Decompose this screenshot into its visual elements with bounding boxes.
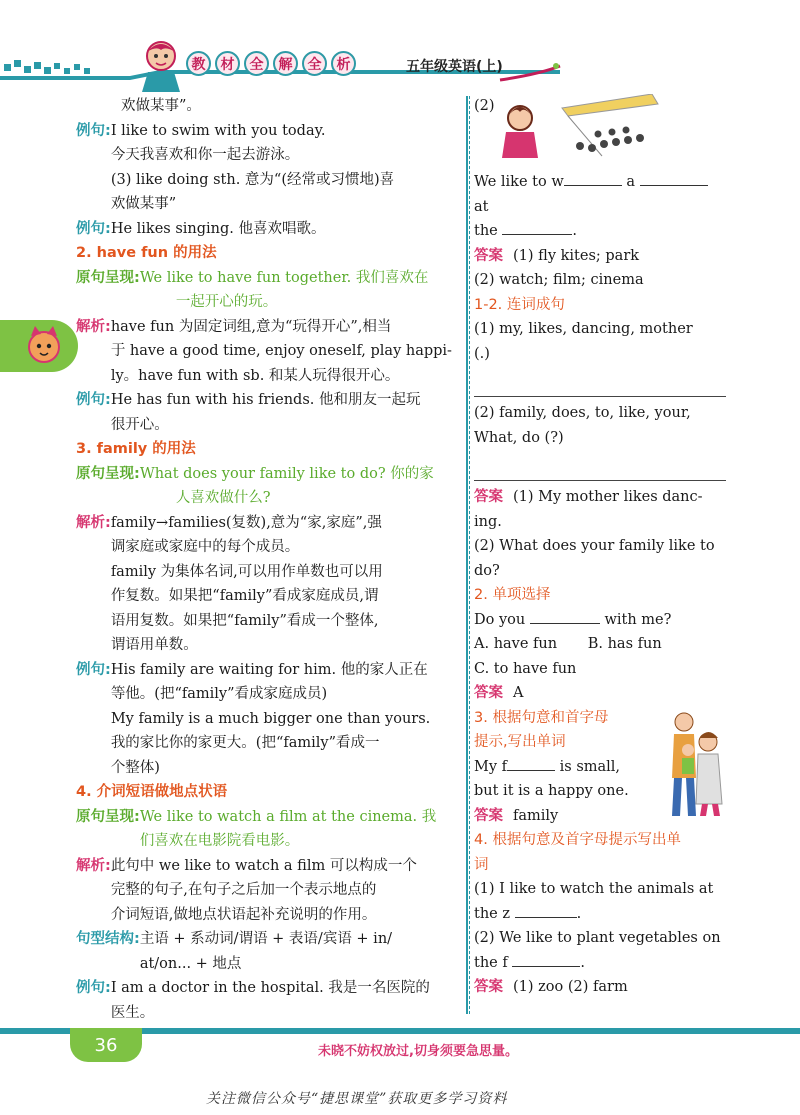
analysis-text: ly。have fun with sb. 和某人玩得很开心。: [110, 367, 400, 384]
answer-blank[interactable]: [640, 171, 708, 186]
question-text: at: [474, 198, 489, 215]
example-text: 等他。(把“family”看成家庭成员): [110, 686, 328, 702]
question-text: (.): [474, 345, 490, 362]
original-text: What does your family like to do? 你的家: [139, 465, 434, 482]
example-block: [76, 388, 458, 437]
question-line: [474, 951, 726, 976]
original-text: We like to have fun together. 我们喜欢在: [139, 269, 429, 286]
answer-line: [474, 485, 726, 510]
title-char: 材: [215, 51, 240, 76]
section-title: 4. 介词短语做地点状语: [76, 784, 228, 800]
example-label: 例句:: [76, 661, 111, 678]
side-tab: [0, 320, 78, 372]
analysis-block: [76, 854, 458, 928]
analysis-label: 解析:: [76, 318, 111, 335]
analysis-text: have fun 为固定词组,意为“玩得开心”,相当: [110, 318, 392, 335]
section-title: 1-2. 连词成句: [474, 296, 565, 313]
option-c[interactable]: C. to have fun: [474, 660, 577, 677]
title-char: 解: [273, 51, 298, 76]
answer-label: 答案: [474, 247, 503, 264]
text-line: 欢做某事”。: [121, 98, 201, 114]
section-title: 2. have fun 的用法: [76, 245, 217, 261]
section-title: 4. 根据句意及首字母提示写出单: [474, 832, 681, 848]
example-text: I am a doctor in the hospital. 我是一名医院的: [110, 980, 430, 996]
example-label: 例句:: [76, 392, 111, 408]
analysis-text: family→families(复数),意为“家,家庭”,强: [110, 514, 382, 531]
question-text: (1) my, likes, dancing, mother: [474, 321, 693, 337]
example-text: 我的家比你的家更大。(把“family”看成一: [110, 735, 380, 751]
analysis-text: 语用复数。如果把“family”看成一个整体,: [110, 612, 379, 629]
analysis-text: 谓语用单数。: [110, 637, 198, 653]
option-b[interactable]: B. has fun: [587, 636, 662, 652]
answer-blank[interactable]: [507, 756, 555, 771]
example-text: He likes singing. 他喜欢唱歌。: [110, 220, 326, 237]
text-line: (3) like doing sth. 意为“(经常或习惯地)喜: [110, 171, 395, 188]
section-title: 2. 单项选择: [474, 587, 551, 603]
analysis-text: 于 have a good time, enjoy oneself, play happi-: [110, 343, 452, 359]
structure-block: [76, 927, 458, 976]
answer-line-blank[interactable]: [474, 372, 726, 397]
question-line: [474, 902, 726, 927]
question-text: .: [572, 223, 577, 239]
question-text: the: [474, 223, 498, 239]
analysis-text: 作复数。如果把“family”看成家庭成员,谓: [110, 588, 379, 604]
title-char: 全: [302, 51, 327, 76]
example-text: My family is a much bigger one than yours.: [110, 710, 431, 727]
answer-blank[interactable]: [530, 609, 600, 624]
original-text: 一起开心的玩。: [175, 294, 278, 310]
header-decoration: [0, 0, 800, 95]
question-text: .: [580, 954, 585, 971]
example-text: 医生。: [110, 1004, 155, 1021]
section-title: 3. family 的用法: [76, 441, 196, 457]
question-text: (1) I like to watch the animals at: [474, 881, 714, 897]
original-text: We like to watch a film at the cinema. 我: [139, 808, 437, 825]
example-block: [76, 658, 458, 781]
footer-slogan: 未晓不妨权放过,切身须要急思量。: [318, 1044, 518, 1059]
question-text: Do you: [474, 611, 526, 628]
example-cn: 今天我喜欢和你一起去游泳。: [110, 147, 300, 163]
analysis-text: family 为集体名词,可以用作单数也可以用: [110, 563, 383, 580]
cinema-illustration: [474, 94, 726, 160]
answer-line: [474, 975, 726, 1000]
example-text: He has fun with his friends. 他和朋友一起玩: [110, 392, 421, 408]
answer-line: [474, 244, 726, 269]
analysis-text: 完整的句子,在句子之后加一个表示地点的: [110, 882, 377, 898]
options-line: [474, 632, 726, 657]
option-a[interactable]: A. have fun: [474, 636, 558, 652]
question-text: a: [626, 174, 636, 190]
section-title: 提示,写出单词: [474, 734, 566, 750]
analysis-block: [76, 315, 458, 389]
example-text: His family are waiting for him. 他的家人正在: [110, 661, 428, 678]
grade-label: 五年级英语(上): [406, 59, 503, 75]
example-block: [76, 217, 458, 242]
question-text: the z: [474, 905, 510, 922]
answer-blank[interactable]: [512, 952, 580, 967]
page-number: 36: [70, 1028, 142, 1062]
question-text: (2) We like to plant vegetables on: [474, 930, 721, 946]
analysis-text: 调家庭或家庭中的每个成员。: [110, 539, 300, 555]
question-number: (2): [474, 98, 495, 114]
title-char: 全: [244, 51, 269, 76]
text-line: 欢做某事”: [110, 196, 177, 212]
answer-label: 答案: [474, 979, 503, 995]
original-label: 原句呈现:: [76, 269, 140, 286]
example-block: [76, 976, 458, 1025]
fox-mascot-icon: [0, 320, 78, 372]
question-text: What, do (?): [474, 429, 564, 446]
question-text: but it is a happy one.: [474, 783, 629, 799]
answer-blank[interactable]: [502, 220, 572, 235]
question-text: (2) family, does, to, like, your,: [474, 405, 691, 421]
example-label: 例句:: [76, 980, 111, 996]
family-illustration-icon: [658, 708, 728, 820]
analysis-label: 解析:: [76, 514, 111, 531]
question-text: .: [576, 905, 582, 922]
analysis-block: [76, 511, 458, 658]
question-text: the f: [474, 954, 508, 971]
analysis-text: 介词短语,做地点状语起补充说明的作用。: [110, 906, 377, 923]
left-column: [76, 94, 458, 1025]
example-en: I like to swim with you today.: [110, 122, 326, 139]
example-block: [76, 119, 458, 217]
answer-text: (1) My mother likes danc-: [513, 489, 703, 505]
original-sentence: [76, 266, 458, 315]
answer-blank[interactable]: [564, 171, 622, 186]
structure-label: 句型结构:: [76, 931, 140, 947]
bottom-note: 关注微信公众号“捷思课堂”获取更多学习资料: [206, 1091, 508, 1107]
title-char: 析: [331, 51, 356, 76]
structure-text: 主语 + 系动词/谓语 + 表语/宾语 + in/: [139, 931, 393, 947]
example-label: 例句:: [76, 220, 111, 237]
column-divider-dashed: [469, 96, 470, 1014]
family-question-block: [474, 706, 726, 829]
original-sentence: [76, 462, 458, 511]
answer-text: do?: [474, 562, 500, 579]
title-char: 教: [186, 51, 211, 76]
original-sentence: [76, 805, 458, 854]
question-text: with me?: [604, 611, 672, 628]
original-text: 们喜欢在电影院看电影。: [139, 833, 300, 849]
analysis-text: 此句中 we like to watch a film 可以构成一个: [110, 857, 417, 874]
section-title: 词: [474, 856, 489, 873]
question-text: is small,: [559, 758, 621, 775]
example-text: 个整体): [110, 759, 160, 776]
question-line: [474, 219, 726, 244]
question-text: My f: [474, 758, 508, 775]
answer-text: family: [513, 807, 559, 824]
answer-label: 答案: [474, 489, 503, 505]
answer-line-blank[interactable]: [474, 456, 726, 481]
original-label: 原句呈现:: [76, 808, 140, 825]
page-header: [0, 0, 800, 95]
question-line: [474, 170, 726, 219]
answer-line: [474, 681, 726, 706]
answer-text: (1) fly kites; park: [513, 247, 640, 264]
answer-text: (2) What does your family like to: [474, 538, 715, 554]
answer-text: ing.: [474, 513, 502, 530]
answer-label: 答案: [474, 807, 503, 824]
question-text: We like to w: [474, 174, 564, 190]
answer-text: A: [513, 685, 524, 701]
structure-text: at/on... + 地点: [139, 955, 242, 972]
original-text: 人喜欢做什么?: [175, 490, 271, 506]
answer-blank[interactable]: [515, 903, 577, 918]
book-title: [186, 51, 356, 76]
section-title: 3. 根据句意和首字母: [474, 709, 609, 726]
question-line: [474, 608, 726, 633]
answer-label: 答案: [474, 685, 503, 701]
analysis-label: 解析:: [76, 857, 111, 874]
girl-mascot-icon: [136, 38, 186, 98]
example-text: 很开心。: [110, 416, 169, 433]
example-label: 例句:: [76, 122, 111, 139]
answer-text: (2) watch; film; cinema: [474, 272, 644, 288]
answer-text: (1) zoo (2) farm: [513, 979, 628, 995]
original-label: 原句呈现:: [76, 465, 140, 482]
right-column: [474, 94, 726, 1000]
cinema-audience-icon: [502, 94, 672, 160]
column-divider: [466, 96, 468, 1014]
